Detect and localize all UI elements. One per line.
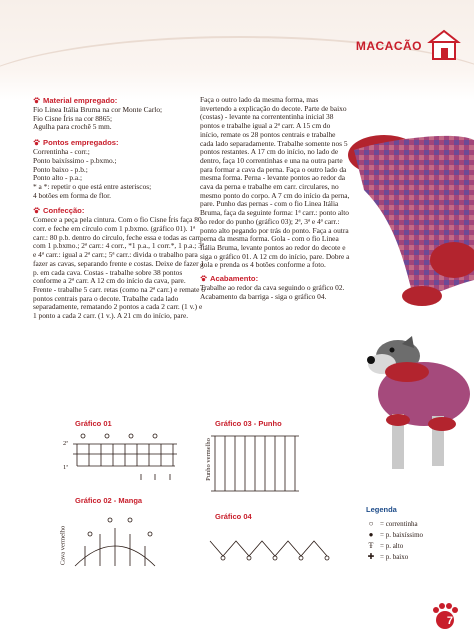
legend-label: = p. baixo (380, 552, 409, 561)
garment-photo (344, 110, 474, 306)
middle-column (200, 96, 350, 301)
confeccao-text: Comece a peça pela cintura. Com o fio Cisne Íris faça 80 corr. e feche em círculo com 1 p.bxmo. (gráfico 01). 1ª carr.: 80 p.b. dentro do círculo, feche essa e todas as carr. com 1 p.bxmo.; 2ª carr.: 4 corr., *1 p.a., 1 corr.*, 1 p.a.; 3ª e 4ª carr.: igual a 2ª carr.; 5ª carr.: divida o trabalho para fazer as cavas, separando frente e costas. Deixe de fazer 1 p. em cada cava. Costas - trabalhe sobre 38 pontos conforme a 2ª carr. A 12 cm do início da cava, pare. Frente - trabalhe 5 carr. retas (como na 2ª carr.) e remate 6 pontos centrais para o decote. Trabalhe cada lado separadamente, rematando 2 pontos a cada 2 carr. (1 v.) e 1 ponto a cada 2 carr. (1 v.). A 21 cm do início, pare. (33, 215, 205, 321)
paw-icon (33, 207, 40, 214)
material-line: Fio Cisne Íris na cor 8865; (33, 113, 113, 123)
acabamento-title-text: Acabamento: (210, 274, 259, 284)
crochet-charts (55, 416, 363, 599)
legend-row (366, 529, 461, 540)
legend-title: Legenda (366, 505, 397, 514)
pontos-line: Ponto baixíssimo - p.bxmo.; (33, 155, 117, 165)
acabamento-text: Trabalhe ao redor da cava seguindo o gráfico 02. Acabamento da barriga - siga o gráfico 04. (200, 283, 345, 301)
acabamento-title (200, 274, 350, 283)
row-label-1: 1ª (63, 464, 69, 471)
confeccao-title (33, 206, 205, 215)
legend-row (366, 551, 461, 562)
paw-icon (33, 139, 40, 146)
pontos-line: * a *: repetir o que está entre asteriscos; (33, 181, 152, 191)
pontos-line: 4 botões em forma de flor. (33, 190, 111, 200)
material-title (33, 96, 205, 105)
chart-drawings (55, 416, 363, 599)
material-line: Agulha para crochê 5 mm. (33, 122, 112, 132)
chart-04-title: Gráfico 04 (215, 512, 252, 521)
legend-label: = p. alto (380, 541, 404, 550)
left-column (33, 96, 205, 321)
pontos-title-text: Pontos empregados: (43, 138, 119, 148)
material-title-text: Material empregado: (43, 96, 118, 105)
chain-stitch-icon: ○ (368, 519, 374, 528)
slip-stitch-icon: ● (368, 530, 374, 539)
material-line: Fio Linea Itália Bruma na cor Monte Carlo; (33, 105, 163, 114)
section-header: MACACÃO (355, 39, 422, 53)
dog-photo (362, 334, 474, 474)
single-crochet-icon: ✚ (367, 552, 375, 561)
chart-02 (75, 518, 155, 566)
page-number: 7 (446, 615, 453, 627)
cava-label: Cava vermelho (59, 525, 67, 566)
pontos-line: Correntinha - corr.; (33, 147, 90, 157)
instructions-text: Faça o outro lado da mesma forma, mas invertendo a explicação do decote. Parte de baixo (costas) - levante na corrententinha inicial 38 pontos e trabalhe igual a 2ª carr. A 15 cm do início, remate os 28 pontos centrais e trabalhe cada lado separadamente. Trabalhe somente nos 5 pontos restantes. A 17 cm do início, no lado de dentro, faça 10 correntinhas e una na outra parte para formar a cava da perna. Faça o outro lado da mesma forma. Perna - levante pontos ao redor da cava da perna e trabalhe em carr. circulares, no mesmo ponto do corpo. A 7 cm do início da perna, pare. Punho das pernas - com o fio Linea Itália Bruma, faça da seguinte forma: 1ª carr.: ponto alto ao redor do punho (gráfico 03); 2ª, 3ª e 4ª carr.: ponto alto pegando por trás do ponto. Faça a outra perna da mesma forma. Gola - com o fio Linea Itália Bruma, levante pontos ao redor do decote e siga o gráfico 01. A 12 cm do início, pare. Dobre a gola e prenda os 4 botões conforme a foto. (200, 95, 350, 270)
paw-page-icon (430, 602, 460, 632)
chart-04 (210, 541, 329, 560)
paw-icon (33, 97, 40, 104)
legend-row (366, 518, 461, 529)
chart-03 (211, 436, 299, 491)
confeccao-title-text: Confecção: (43, 206, 85, 216)
pontos-title (33, 138, 205, 147)
house-icon (426, 28, 462, 62)
chart-01 (73, 434, 177, 480)
punho-label: Punho vermelho (204, 438, 212, 481)
chart-02-title: Gráfico 02 - Manga (75, 496, 143, 505)
legend (366, 505, 461, 562)
legend-row (366, 540, 461, 551)
legend-label: = correntinha (380, 519, 418, 528)
chart-01-title: Gráfico 01 (75, 419, 112, 428)
pontos-line: Ponto alto - p.a.; (33, 173, 83, 183)
double-crochet-icon: Ŧ (368, 541, 374, 550)
legend-label: = p. baixíssimo (380, 530, 424, 539)
paw-icon (200, 275, 207, 282)
row-label-2: 2ª (63, 440, 69, 447)
chart-03-title: Gráfico 03 - Punho (215, 419, 282, 428)
pontos-line: Ponto baixo - p.b.; (33, 164, 88, 174)
